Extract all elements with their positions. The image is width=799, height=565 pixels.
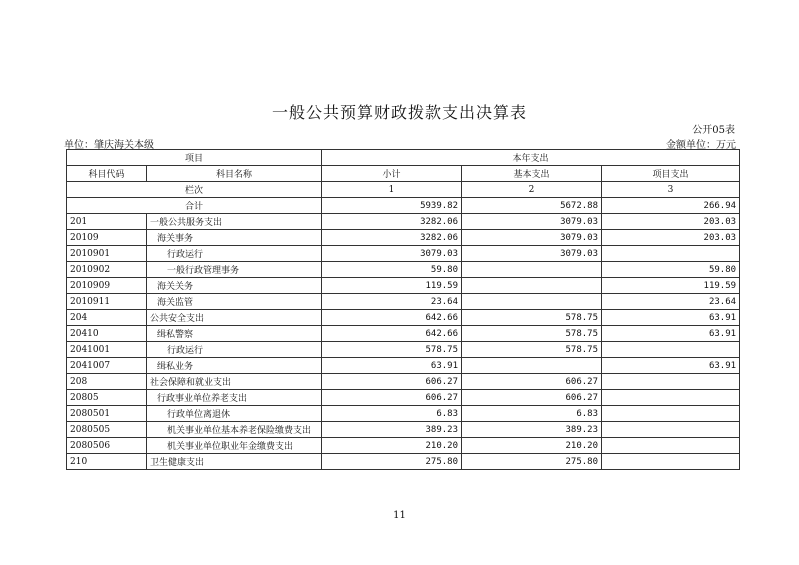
table-row <box>67 326 740 342</box>
row-subtotal: 3282.06 <box>322 214 462 230</box>
row-project: 63.91 <box>602 326 740 342</box>
column-number-2: 2 <box>462 182 602 198</box>
header-row-2 <box>67 166 740 182</box>
table-row <box>67 262 740 278</box>
row-subtotal: 606.27 <box>322 390 462 406</box>
row-project <box>602 246 740 262</box>
table-row <box>67 390 740 406</box>
column-label: 栏次 <box>67 182 322 198</box>
page-number: 11 <box>393 510 406 521</box>
row-project: 203.03 <box>602 230 740 246</box>
row-name: 社会保障和就业支出 <box>147 374 322 390</box>
row-basic <box>462 278 602 294</box>
row-project <box>602 438 740 454</box>
row-basic <box>462 294 602 310</box>
row-project <box>602 406 740 422</box>
row-subtotal: 59.80 <box>322 262 462 278</box>
row-project: 59.80 <box>602 262 740 278</box>
row-name: 海关关务 <box>147 278 322 294</box>
row-basic: 3079.03 <box>462 230 602 246</box>
row-basic: 3079.03 <box>462 246 602 262</box>
table-row <box>67 422 740 438</box>
header-subtotal: 小计 <box>322 166 462 182</box>
header-row-1 <box>67 150 740 166</box>
table-row <box>67 214 740 230</box>
row-project: 203.03 <box>602 214 740 230</box>
table-row <box>67 438 740 454</box>
row-code: 208 <box>67 374 147 390</box>
row-subtotal: 3079.03 <box>322 246 462 262</box>
row-code: 20410 <box>67 326 147 342</box>
row-name: 行政运行 <box>147 246 322 262</box>
row-name: 缉私警察 <box>147 326 322 342</box>
row-basic: 578.75 <box>462 326 602 342</box>
row-project: 23.64 <box>602 294 740 310</box>
row-subtotal: 119.59 <box>322 278 462 294</box>
table-row <box>67 278 740 294</box>
row-subtotal: 6.83 <box>322 406 462 422</box>
amount-unit: 金额单位：万元 <box>666 140 736 151</box>
row-basic: 606.27 <box>462 374 602 390</box>
header-item: 项目 <box>67 150 322 166</box>
row-name: 行政单位离退休 <box>147 406 322 422</box>
row-subtotal: 23.64 <box>322 294 462 310</box>
total-row <box>67 198 740 214</box>
expenditure-table <box>66 149 740 470</box>
table-row <box>67 246 740 262</box>
row-code: 2041007 <box>67 358 147 374</box>
row-project <box>602 454 740 470</box>
form-number: 公开05表 <box>692 125 735 136</box>
row-code: 2041001 <box>67 342 147 358</box>
row-basic: 578.75 <box>462 310 602 326</box>
row-name: 机关事业单位职业年金缴费支出 <box>147 438 322 454</box>
table-row <box>67 230 740 246</box>
total-subtotal: 5939.82 <box>322 198 462 214</box>
table-row <box>67 310 740 326</box>
row-project <box>602 422 740 438</box>
total-basic: 5672.88 <box>462 198 602 214</box>
total-project: 266.94 <box>602 198 740 214</box>
row-name: 公共安全支出 <box>147 310 322 326</box>
row-subtotal: 210.20 <box>322 438 462 454</box>
table-row <box>67 374 740 390</box>
header-project: 项目支出 <box>602 166 740 182</box>
table-row <box>67 358 740 374</box>
row-basic <box>462 262 602 278</box>
row-basic: 3079.03 <box>462 214 602 230</box>
row-basic: 210.20 <box>462 438 602 454</box>
row-code: 2010901 <box>67 246 147 262</box>
table-body <box>67 214 740 470</box>
row-code: 2080506 <box>67 438 147 454</box>
row-code: 210 <box>67 454 147 470</box>
row-subtotal: 642.66 <box>322 310 462 326</box>
row-name: 行政事业单位养老支出 <box>147 390 322 406</box>
row-basic: 578.75 <box>462 342 602 358</box>
header-code: 科目代码 <box>67 166 147 182</box>
row-code: 2010909 <box>67 278 147 294</box>
reporting-unit: 单位：肇庆海关本级 <box>64 140 154 151</box>
row-basic <box>462 358 602 374</box>
table-row <box>67 294 740 310</box>
row-name: 机关事业单位基本养老保险缴费支出 <box>147 422 322 438</box>
row-name: 海关事务 <box>147 230 322 246</box>
row-code: 204 <box>67 310 147 326</box>
row-subtotal: 3282.06 <box>322 230 462 246</box>
row-name: 卫生健康支出 <box>147 454 322 470</box>
row-project: 119.59 <box>602 278 740 294</box>
page-title: 一般公共预算财政拨款支出决算表 <box>271 103 527 122</box>
row-code: 20805 <box>67 390 147 406</box>
row-subtotal: 642.66 <box>322 326 462 342</box>
row-name: 缉私业务 <box>147 358 322 374</box>
row-code: 201 <box>67 214 147 230</box>
header-current-year: 本年支出 <box>322 150 740 166</box>
row-basic: 389.23 <box>462 422 602 438</box>
row-name: 一般公共服务支出 <box>147 214 322 230</box>
row-project <box>602 342 740 358</box>
row-basic: 606.27 <box>462 390 602 406</box>
header-basic: 基本支出 <box>462 166 602 182</box>
row-code: 2080501 <box>67 406 147 422</box>
row-subtotal: 578.75 <box>322 342 462 358</box>
header-name: 科目名称 <box>147 166 322 182</box>
row-project <box>602 390 740 406</box>
row-name: 行政运行 <box>147 342 322 358</box>
row-basic: 6.83 <box>462 406 602 422</box>
row-project: 63.91 <box>602 358 740 374</box>
column-number-row <box>67 182 740 198</box>
row-code: 2010911 <box>67 294 147 310</box>
row-code: 20109 <box>67 230 147 246</box>
row-subtotal: 63.91 <box>322 358 462 374</box>
row-project <box>602 374 740 390</box>
table-row <box>67 454 740 470</box>
row-name: 一般行政管理事务 <box>147 262 322 278</box>
row-project: 63.91 <box>602 310 740 326</box>
column-number-1: 1 <box>322 182 462 198</box>
row-name: 海关监管 <box>147 294 322 310</box>
row-subtotal: 389.23 <box>322 422 462 438</box>
row-basic: 275.80 <box>462 454 602 470</box>
total-label: 合计 <box>67 198 322 214</box>
row-code: 2080505 <box>67 422 147 438</box>
row-subtotal: 606.27 <box>322 374 462 390</box>
column-number-3: 3 <box>602 182 740 198</box>
table-row <box>67 406 740 422</box>
table-row <box>67 342 740 358</box>
row-code: 2010902 <box>67 262 147 278</box>
row-subtotal: 275.80 <box>322 454 462 470</box>
